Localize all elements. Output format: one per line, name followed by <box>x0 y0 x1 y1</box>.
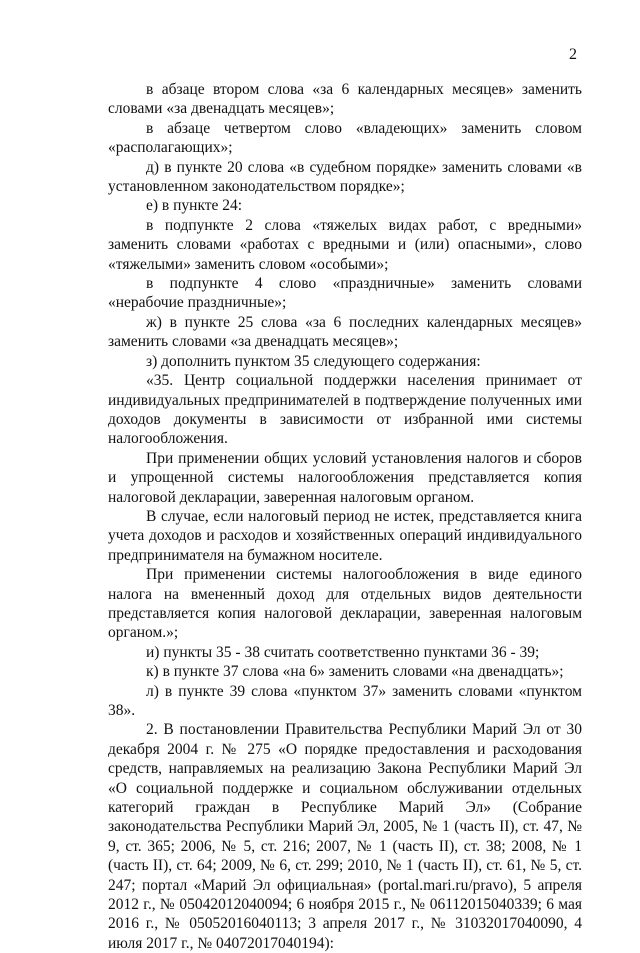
paragraph: При применении общих условий установления налогов и сборов и упрощенной системы налогообложения представляется копия налоговой декларации, заверенная налоговым органом. <box>108 449 582 506</box>
page-number: 2 <box>569 46 577 63</box>
paragraph: в подпункте 2 слова «тяжелых видах работ, с вредными» заменить словами «работах с вредными и (или) опасными», слово «тяжелыми» заменить словом «особыми»; <box>108 216 582 273</box>
paragraph: и) пункты 35 - 38 считать соответственно пунктами 36 - 39; <box>146 643 540 661</box>
paragraph: в абзаце втором слова «за 6 календарных месяцев» заменить словами «за двенадцать месяцев»; <box>108 81 582 118</box>
paragraph: е) в пункте 24: <box>146 197 243 215</box>
paragraph: к) в пункте 37 слова «на 6» заменить словами «на двенадцать»; <box>146 663 564 681</box>
paragraph: л) в пункте 39 слова «пунктом 37» заменить словами «пунктом 38». <box>108 682 582 719</box>
paragraph: ж) в пункте 25 слова «за 6 последних календарных месяцев» заменить словами «за двенадцать месяцев»; <box>108 313 582 351</box>
paragraph: «35. Центр социальной поддержки населения принимает от индивидуальных предпринимателей в подтверждение полученных ими доходов документы в зависимости от избранной ими системы налогообложения. <box>108 372 582 448</box>
paragraph: В случае, если налоговый период не истек, представляется книга учета доходов и расходов и хозяйственных операций индивидуального предпринимателя на бумажном носителе. <box>108 507 582 564</box>
paragraph: в абзаце четвертом слово «владеющих» заменить словом «располагающих»; <box>108 119 582 157</box>
paragraph: в подпункте 4 слово «праздничные» заменить словами «нерабочие праздничные»; <box>108 275 582 312</box>
paragraph: д) в пункте 20 слова «в судебном порядке» заменить словами «в установленном законодательством порядке»; <box>108 158 582 196</box>
paragraph: 2. В постановлении Правительства Республики Марий Эл от 30 декабря 2004 г. № 275 «О порядке предоставления и расходования средств, направляемых на реализацию Закона Республики Марий Эл «О социальной поддержке и социальном обслуживании отдельных категорий граждан в Республике Марий Эл» (Собрание законодательства Республики Марий Эл, 2005, № 1 (часть II), ст. 47, № 9, ст. 365; 2006, № 5, ст. 216; 2007, № 1 (часть II), ст. 38; 2008, № 1 (часть II), ст. 64; 2009, № 6, ст. 299; 2010, № 1 (часть II), ст. 61, № 5, ст. 247; портал «Марий Эл официальная» (portal.mari.ru/pravo), 5 апреля 2012 г., № 05042012040094; 6 ноября 2015 г., № 06112015040339; 6 мая 2016 г., № 05052016040113; 3 апреля 2017 г., № 31032017040090, 4 июля 2017 г., № 04072017040194): <box>108 721 582 952</box>
document-body <box>108 80 582 953</box>
paragraph: При применении системы налогообложения в виде единого налога на вмененный доход для отдельных видов деятельности представляется копия налоговой декларации, заверенная налоговым органом.»; <box>108 566 582 642</box>
paragraph: з) дополнить пунктом 35 следующего содержания: <box>146 352 481 370</box>
